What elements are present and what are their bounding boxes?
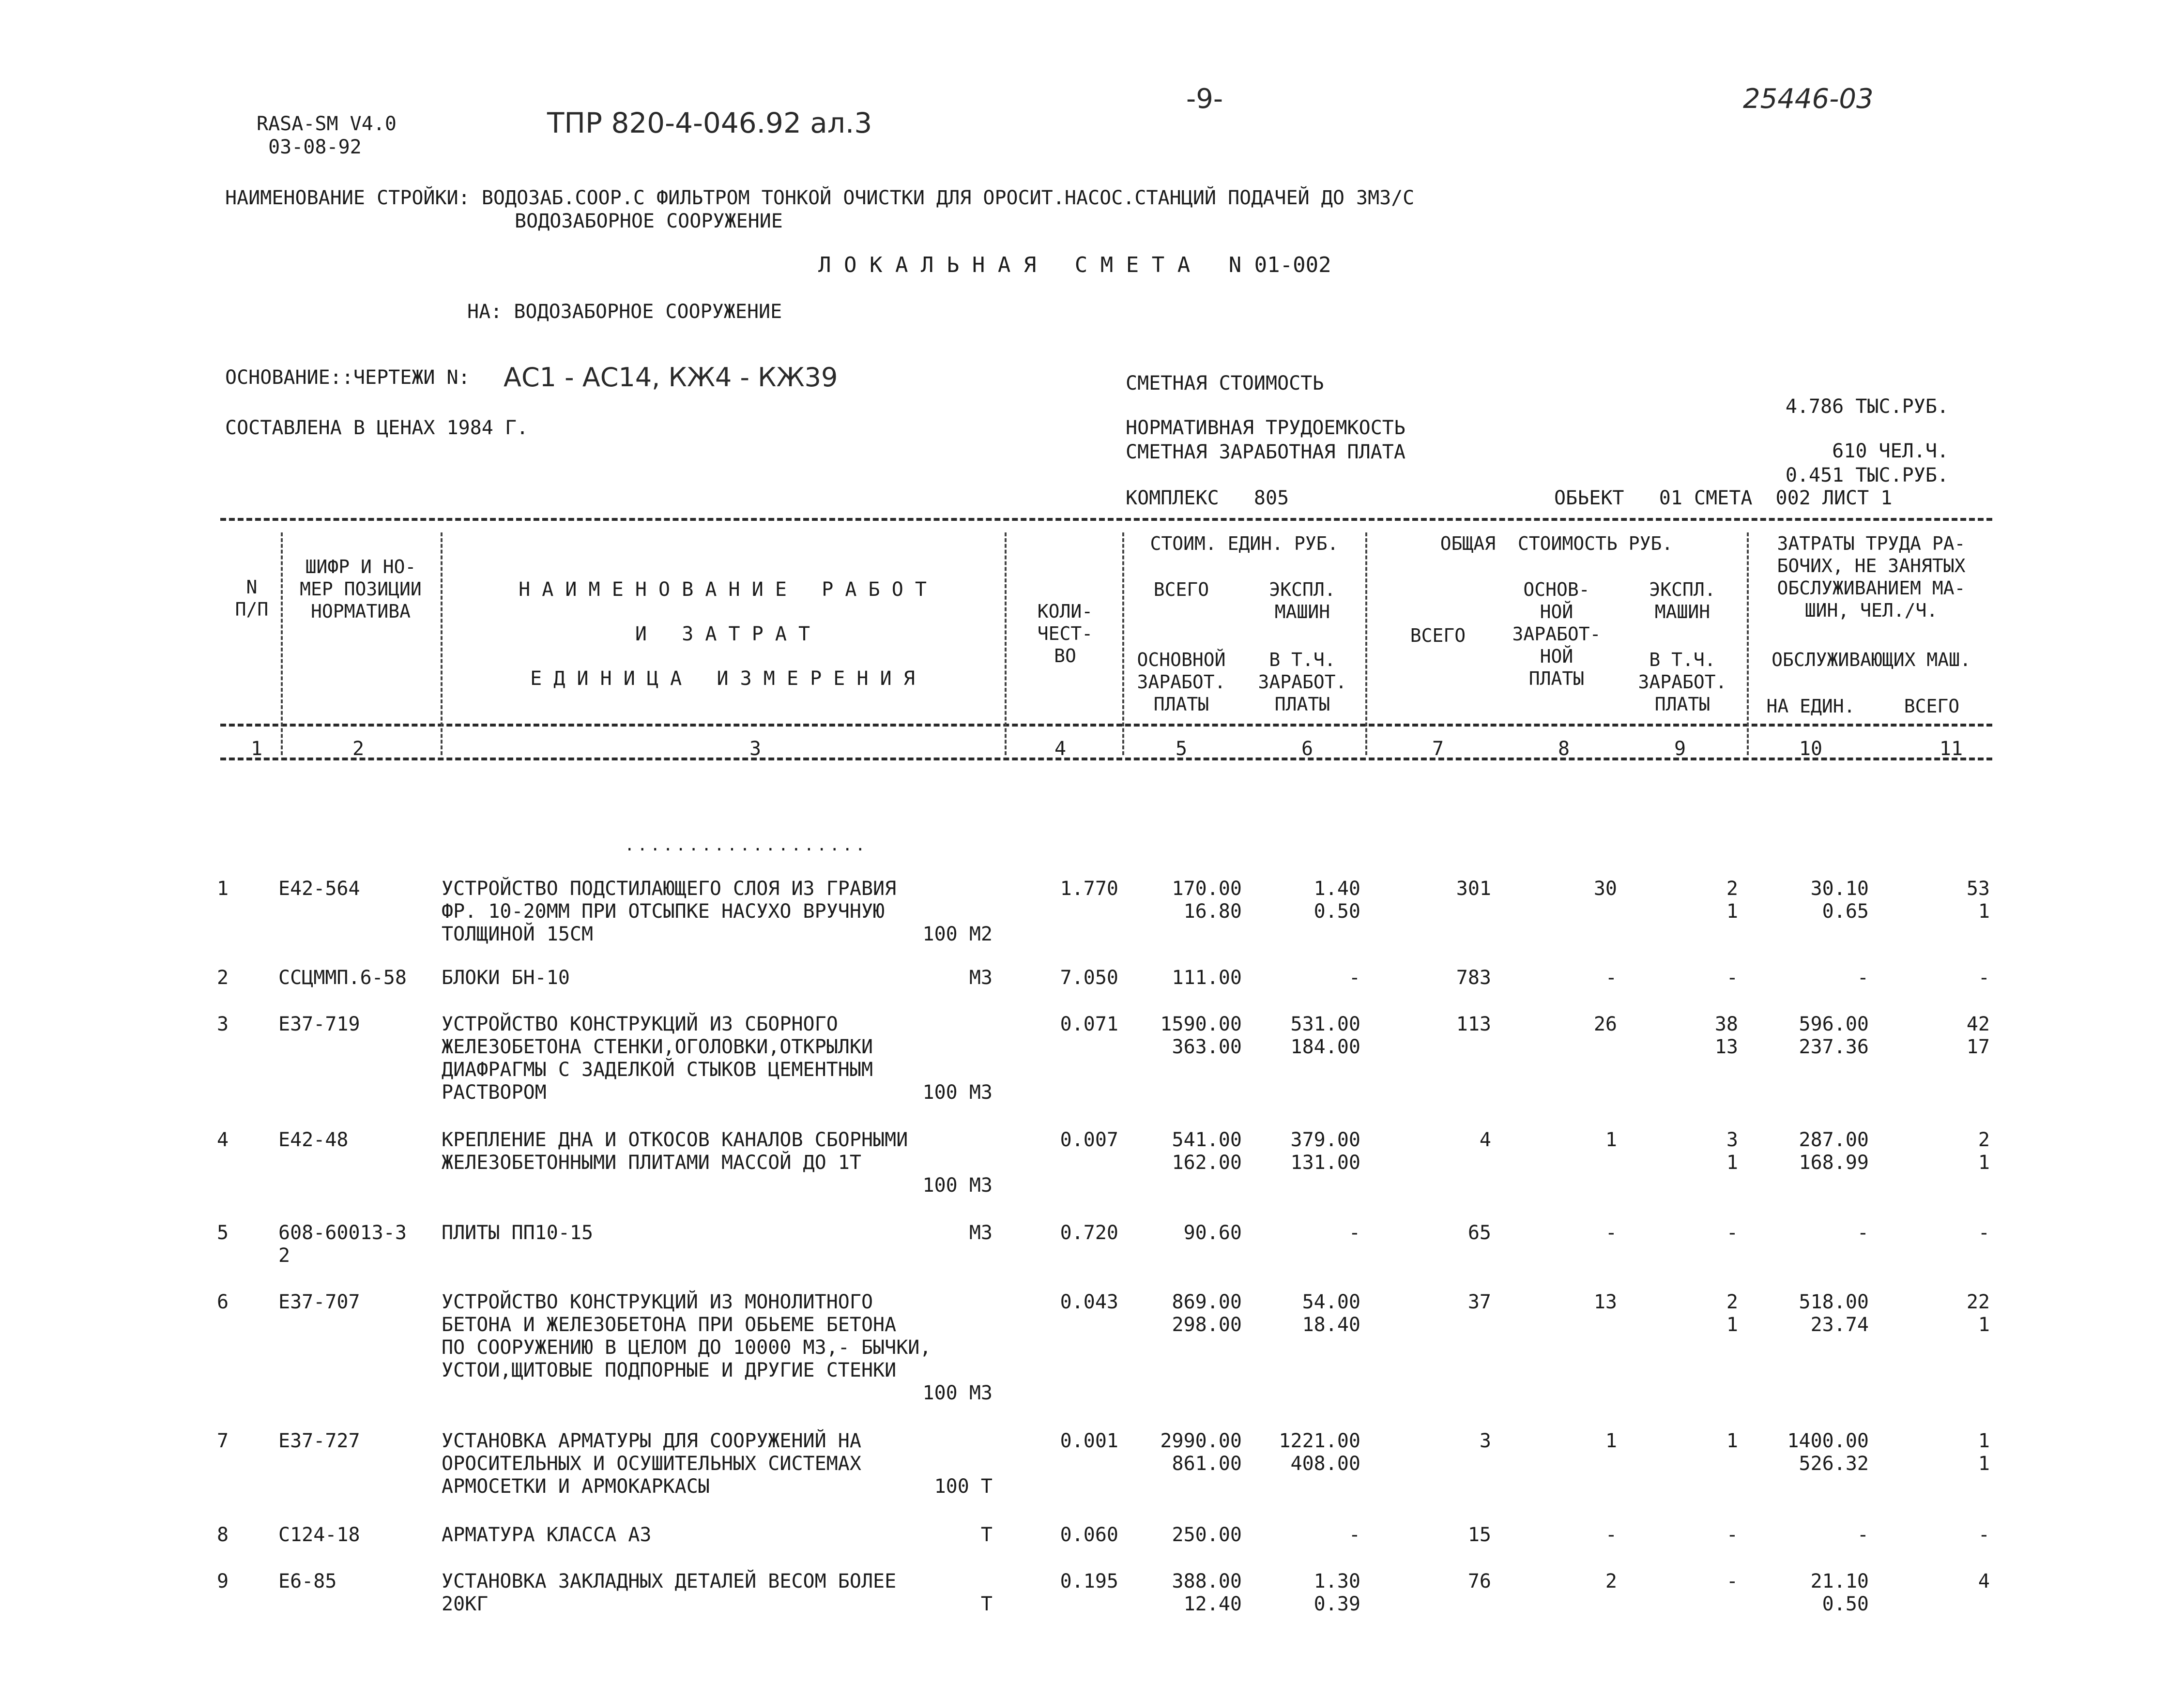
header-code: ШИФР И НО- МЕР ПОЗИЦИИ НОРМАТИВА bbox=[300, 556, 422, 622]
header-labor-unit: НА ЕДИН. bbox=[1766, 696, 1855, 717]
col-divider bbox=[1365, 532, 1367, 755]
column-number: 6 bbox=[1301, 738, 1313, 760]
cell-c9: 38 13 bbox=[1714, 1013, 1738, 1058]
cell-c9: - bbox=[1726, 1222, 1738, 1244]
estimate-summary bbox=[1126, 349, 1949, 486]
cell-c5: 90.60 bbox=[1183, 1222, 1242, 1244]
column-number: 11 bbox=[1939, 738, 1963, 760]
column-number: 4 bbox=[1054, 738, 1067, 760]
col-divider bbox=[1005, 532, 1007, 755]
cell-name: УСТАНОВКА ЗАКЛАДНЫХ ДЕТАЛЕЙ ВЕСОМ БОЛЕЕ 20КГ bbox=[442, 1570, 897, 1615]
col-divider bbox=[1122, 532, 1124, 755]
header-unit-total: ВСЕГО bbox=[1153, 579, 1209, 600]
cell-c6: 1.40 0.50 bbox=[1313, 878, 1360, 923]
estimate-title: Л О К А Л Ь Н А Я С М Е Т А N 01-002 bbox=[818, 253, 1331, 277]
cell-c10: 21.10 0.50 bbox=[1810, 1570, 1869, 1615]
cell-c9: 2 1 bbox=[1726, 1291, 1738, 1336]
cell-n: 3 bbox=[216, 1013, 229, 1035]
cell-c9: 3 1 bbox=[1726, 1129, 1738, 1174]
cell-c9: - bbox=[1726, 1524, 1738, 1546]
cell-code: 608-60013-3 2 bbox=[278, 1222, 407, 1267]
cell-c7: 783 bbox=[1456, 967, 1491, 989]
header-labor-machines: ОБСЛУЖИВАЮЩИХ МАШ. bbox=[1772, 649, 1971, 670]
construction-name bbox=[225, 186, 1414, 233]
column-number: 3 bbox=[749, 738, 762, 760]
object-sheet-info: ОБЬЕКТ 01 СМЕТА 002 ЛИСТ 1 bbox=[1554, 487, 1893, 509]
cell-c7: 15 bbox=[1467, 1524, 1491, 1546]
cell-code: Е37-719 bbox=[278, 1013, 360, 1035]
header-unit-cost: СТОИМ. ЕДИН. РУБ. bbox=[1150, 533, 1339, 554]
cell-c11: - bbox=[1978, 1222, 1990, 1244]
cell-c5: 388.00 12.40 bbox=[1172, 1570, 1242, 1615]
column-number: 1 bbox=[250, 738, 263, 760]
cell-code: Е42-564 bbox=[278, 878, 360, 900]
basis-drawings: АС1 - АС14, КЖ4 - КЖ39 bbox=[504, 362, 838, 393]
cell-code: Е37-727 bbox=[278, 1430, 360, 1452]
header-total-cost: ОБЩАЯ СТОИМОСТЬ РУБ. bbox=[1440, 533, 1673, 554]
section-separator: ................... bbox=[625, 835, 868, 855]
header-total-mach-wage: В Т.Ч. ЗАРАБОТ. ПЛАТЫ bbox=[1638, 649, 1727, 715]
cell-c11: 2 1 bbox=[1978, 1129, 1990, 1174]
cell-c8: 13 bbox=[1593, 1291, 1617, 1313]
cell-c5: 170.00 16.80 bbox=[1172, 878, 1242, 923]
cell-c8: 1 bbox=[1605, 1430, 1617, 1452]
cell-c5: 869.00 298.00 bbox=[1172, 1291, 1242, 1336]
software-date: 03-08-92 bbox=[268, 136, 362, 158]
cell-unit: М3 bbox=[969, 1222, 993, 1244]
construction-label: НАИМЕНОВАНИЕ СТРОЙКИ: bbox=[225, 187, 470, 209]
cell-name: УСТРОЙСТВО ПОДСТИЛАЮЩЕГО СЛОЯ ИЗ ГРАВИЯ ФР. 10-20ММ ПРИ ОТСЫПКЕ НАСУХО ВРУЧНУЮ ТОЛЩИНОЙ 15СМ bbox=[442, 878, 897, 945]
cell-name: УСТАНОВКА АРМАТУРЫ ДЛЯ СООРУЖЕНИЙ НА ОРОСИТЕЛЬНЫХ И ОСУШИТЕЛЬНЫХ СИСТЕМАХ АРМОСЕТКИ И АРМОКАРКАСЫ bbox=[442, 1430, 861, 1498]
cell-code: Е6-85 bbox=[278, 1570, 337, 1592]
cell-qty: 0.043 bbox=[1060, 1291, 1118, 1313]
document-reference: ТПР 820-4-046.92 ал.3 bbox=[547, 106, 872, 139]
cell-c8: 2 bbox=[1605, 1570, 1617, 1592]
header-unit-mach-wage: В Т.Ч. ЗАРАБОТ. ПЛАТЫ bbox=[1258, 649, 1347, 715]
cell-name: УСТРОЙСТВО КОНСТРУКЦИЙ ИЗ СБОРНОГО ЖЕЛЕЗОБЕТОНА СТЕНКИ,ОГОЛОВКИ,ОТКРЫЛКИ ДИАФРАГМЫ С ЗАДЕЛКОЙ СТЫКОВ ЦЕМЕНТНЫМ РАСТВОРОМ bbox=[442, 1013, 873, 1104]
table-header-rule bbox=[220, 724, 1992, 727]
cell-c6: 531.00 184.00 bbox=[1290, 1013, 1360, 1058]
cell-n: 4 bbox=[216, 1129, 229, 1151]
cell-c5: 111.00 bbox=[1172, 967, 1242, 989]
summary-cost-label: СМЕТНАЯ СТОИМОСТЬ bbox=[1126, 372, 1324, 394]
header-qty: КОЛИ- ЧЕСТ- ВО bbox=[1037, 601, 1093, 667]
cell-c10: - bbox=[1857, 967, 1869, 989]
table-top-rule bbox=[220, 518, 1992, 521]
header-labor-total: ВСЕГО bbox=[1904, 696, 1960, 717]
cell-c11: - bbox=[1978, 1524, 1990, 1546]
cell-c5: 250.00 bbox=[1172, 1524, 1242, 1546]
table-numbers-rule bbox=[220, 758, 1992, 760]
cell-name: УСТРОЙСТВО КОНСТРУКЦИЙ ИЗ МОНОЛИТНОГО БЕТОНА И ЖЕЛЕЗОБЕТОНА ПРИ ОБЬЕМЕ БЕТОНА ПО СООРУЖЕНИЮ В ЦЕЛОМ ДО 10000 М3,- БЫЧКИ, УСТОИ,ЩИТОВЫЕ ПОДПОРНЫЕ И ДРУГИЕ СТЕНКИ bbox=[442, 1291, 932, 1381]
cell-c8: - bbox=[1605, 967, 1617, 989]
cell-c10: 30.10 0.65 bbox=[1810, 878, 1869, 923]
column-number: 5 bbox=[1175, 738, 1188, 760]
cell-c6: 54.00 18.40 bbox=[1302, 1291, 1360, 1336]
cell-c8: 26 bbox=[1593, 1013, 1617, 1035]
software-version: RASA-SM V4.0 03-08-92 bbox=[257, 113, 397, 158]
column-number: 8 bbox=[1558, 738, 1570, 760]
cell-c8: 1 bbox=[1605, 1129, 1617, 1151]
header-labor: ЗАТРАТЫ ТРУДА РА- БОЧИХ, НЕ ЗАНЯТЫХ ОБСЛУЖИВАНИЕМ МА- ШИН, ЧЕЛ./Ч. bbox=[1777, 533, 1966, 621]
cell-c7: 76 bbox=[1467, 1570, 1491, 1592]
cell-qty: 0.060 bbox=[1060, 1524, 1118, 1546]
estimate-object: НА: ВОДОЗАБОРНОЕ СООРУЖЕНИЕ bbox=[467, 301, 782, 323]
cell-c7: 301 bbox=[1456, 878, 1491, 900]
cell-c11: - bbox=[1978, 967, 1990, 989]
construction-name-line2: ВОДОЗАБОРНОЕ СООРУЖЕНИЕ bbox=[515, 210, 783, 232]
cell-c6: - bbox=[1348, 1222, 1360, 1244]
cell-c10: 287.00 168.99 bbox=[1799, 1129, 1869, 1174]
cell-unit: М3 bbox=[969, 967, 993, 989]
cell-n: 1 bbox=[216, 878, 229, 900]
header-name: Н А И М Е Н О В А Н И Е Р А Б О Т И З А Т Р А Т Е Д И Н И Ц А И З М Е Р Е Н И Я bbox=[519, 578, 927, 690]
cell-c6: - bbox=[1348, 967, 1360, 989]
basis-label: ОСНОВАНИЕ::ЧЕРТЕЖИ N: bbox=[225, 366, 470, 389]
summary-labor-label: НОРМАТИВНАЯ ТРУДОЕМКОСТЬ bbox=[1126, 417, 1405, 439]
summary-wage-label: СМЕТНАЯ ЗАРАБОТНАЯ ПЛАТА bbox=[1126, 441, 1405, 463]
header-num: N П/П bbox=[235, 576, 269, 620]
column-number: 2 bbox=[352, 738, 365, 760]
cell-c11: 1 1 bbox=[1978, 1430, 1990, 1475]
cell-code: Е37-707 bbox=[278, 1291, 360, 1313]
cell-unit: 100 М3 bbox=[922, 1382, 993, 1404]
cell-name: КРЕПЛЕНИЕ ДНА И ОТКОСОВ КАНАЛОВ СБОРНЫМИ ЖЕЛЕЗОБЕТОННЫМИ ПЛИТАМИ МАССОЙ ДО 1Т bbox=[442, 1129, 908, 1174]
archive-number: 25446-03 bbox=[1743, 83, 1874, 115]
cell-name: ПЛИТЫ ПП10-15 bbox=[442, 1222, 594, 1244]
cell-unit: 100 Т bbox=[934, 1475, 993, 1498]
cell-c9: 1 bbox=[1726, 1430, 1738, 1452]
header-unit-mach: ЭКСПЛ. МАШИН bbox=[1269, 579, 1336, 622]
cell-c10: - bbox=[1857, 1222, 1869, 1244]
cell-c6: 379.00 131.00 bbox=[1290, 1129, 1360, 1174]
cell-unit: Т bbox=[980, 1593, 993, 1615]
cell-c5: 2990.00 861.00 bbox=[1160, 1430, 1242, 1475]
cell-name: БЛОКИ БН-10 bbox=[442, 967, 570, 989]
price-base: СОСТАВЛЕНА В ЦЕНАХ 1984 Г. bbox=[225, 417, 529, 439]
cell-unit: 100 М3 bbox=[922, 1174, 993, 1197]
col-divider bbox=[281, 532, 283, 755]
cell-n: 6 bbox=[216, 1291, 229, 1313]
cell-c11: 22 1 bbox=[1966, 1291, 1990, 1336]
cell-qty: 1.770 bbox=[1060, 878, 1118, 900]
cell-code: С124-18 bbox=[278, 1524, 360, 1546]
cell-c10: 1400.00 526.32 bbox=[1787, 1430, 1869, 1475]
cell-unit: 100 М2 bbox=[922, 923, 993, 945]
cell-c7: 37 bbox=[1467, 1291, 1491, 1313]
header-total-all: ВСЕГО bbox=[1410, 625, 1466, 646]
cell-c10: 518.00 23.74 bbox=[1799, 1291, 1869, 1336]
col-divider bbox=[441, 532, 443, 755]
column-number: 10 bbox=[1799, 738, 1823, 760]
cell-c7: 4 bbox=[1479, 1129, 1491, 1151]
cell-c6: - bbox=[1348, 1524, 1360, 1546]
cell-c8: 30 bbox=[1593, 878, 1617, 900]
cell-c10: 596.00 237.36 bbox=[1799, 1013, 1869, 1058]
cell-unit: 100 М3 bbox=[922, 1081, 993, 1104]
complex-code: КОМПЛЕКС 805 bbox=[1126, 487, 1289, 509]
cell-c10: - bbox=[1857, 1524, 1869, 1546]
cell-code: ССЦММП.6-58 bbox=[278, 967, 407, 989]
cell-c7: 113 bbox=[1456, 1013, 1491, 1035]
cell-c7: 65 bbox=[1467, 1222, 1491, 1244]
cell-qty: 0.001 bbox=[1060, 1430, 1118, 1452]
cell-c11: 53 1 bbox=[1966, 878, 1990, 923]
cell-c8: - bbox=[1605, 1222, 1617, 1244]
summary-cost-value: 4.786 ТЫС.РУБ. bbox=[1785, 395, 1949, 418]
cell-name: АРМАТУРА КЛАССА А3 bbox=[442, 1524, 652, 1546]
column-number: 9 bbox=[1674, 738, 1686, 760]
header-unit-wage: ОСНОВНОЙ ЗАРАБОТ. ПЛАТЫ bbox=[1137, 649, 1226, 715]
cell-n: 7 bbox=[216, 1430, 229, 1452]
cell-n: 9 bbox=[216, 1570, 229, 1592]
cell-c7: 3 bbox=[1479, 1430, 1491, 1452]
cell-c11: 42 17 bbox=[1966, 1013, 1990, 1058]
header-total-mach: ЭКСПЛ. МАШИН bbox=[1649, 579, 1716, 622]
cell-c5: 1590.00 363.00 bbox=[1160, 1013, 1242, 1058]
col-divider bbox=[1747, 532, 1749, 755]
cell-c6: 1.30 0.39 bbox=[1313, 1570, 1360, 1615]
cell-c9: 2 1 bbox=[1726, 878, 1738, 923]
cell-qty: 0.071 bbox=[1060, 1013, 1118, 1035]
cell-qty: 7.050 bbox=[1060, 967, 1118, 989]
cell-unit: Т bbox=[980, 1524, 993, 1546]
cell-code: Е42-48 bbox=[278, 1129, 349, 1151]
page-number: -9- bbox=[1186, 83, 1223, 115]
cell-n: 5 bbox=[216, 1222, 229, 1244]
summary-wage-value: 0.451 ТЫС.РУБ. bbox=[1785, 464, 1949, 486]
cell-qty: 0.007 bbox=[1060, 1129, 1118, 1151]
cell-c9: - bbox=[1726, 1570, 1738, 1592]
cell-c5: 541.00 162.00 bbox=[1172, 1129, 1242, 1174]
cell-qty: 0.195 bbox=[1060, 1570, 1118, 1592]
cell-qty: 0.720 bbox=[1060, 1222, 1118, 1244]
cell-c8: - bbox=[1605, 1524, 1617, 1546]
summary-labor-value: 610 ЧЕЛ.Ч. bbox=[1832, 440, 1949, 462]
header-total-wage: ОСНОВ- НОЙ ЗАРАБОТ- НОЙ ПЛАТЫ bbox=[1512, 579, 1601, 689]
column-number: 7 bbox=[1432, 738, 1444, 760]
cell-c6: 1221.00 408.00 bbox=[1279, 1430, 1360, 1475]
construction-name-line1: ВОДОЗАБ.СООР.С ФИЛЬТРОМ ТОНКОЙ ОЧИСТКИ ДЛЯ ОРОСИТ.НАСОС.СТАНЦИЙ ПОДАЧЕЙ ДО 3М3/С bbox=[481, 187, 1415, 209]
cell-n: 8 bbox=[216, 1524, 229, 1546]
cell-c11: 4 bbox=[1978, 1570, 1990, 1592]
cell-c9: - bbox=[1726, 967, 1738, 989]
cell-n: 2 bbox=[216, 967, 229, 989]
